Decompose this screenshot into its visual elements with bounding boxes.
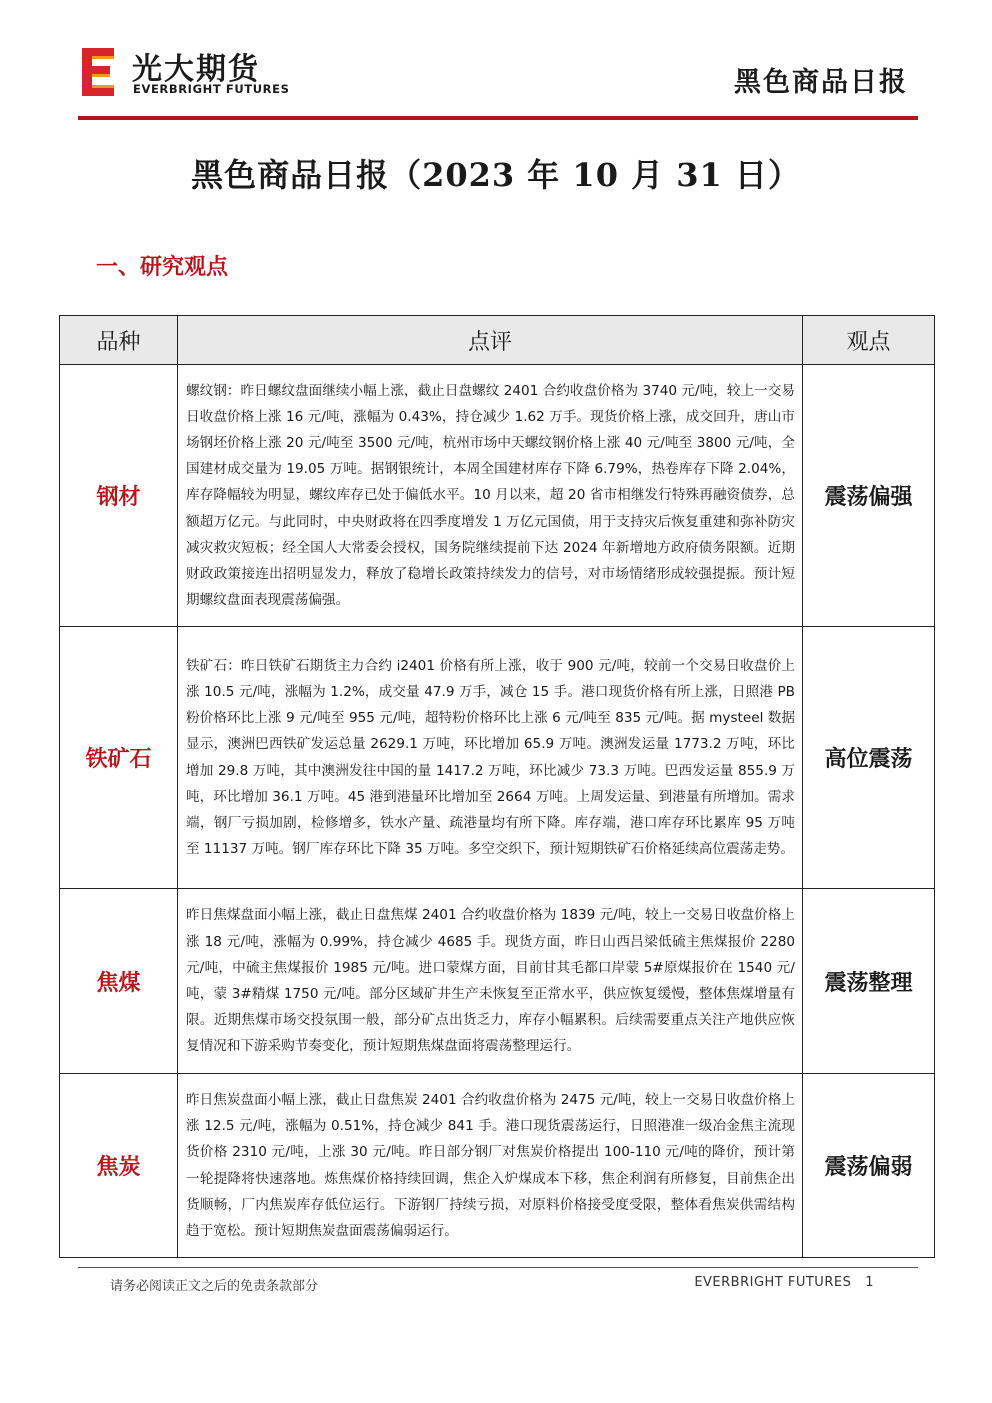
row-comment: 昨日焦炭盘面小幅上涨，截止日盘焦炭 2401 合约收盘价格为 2475 元/吨，较上一交易日收盘价格上涨 12.5 元/吨，涨幅为 0.51%，持仓减少 841 手。港口现货震荡运行，日照港准一级冶金焦主流现货价格 2310 元/吨，上涨 30 元/吨。昨日部分钢厂对焦炭价格提出 100-110 元/吨的降价，预计第一轮提降将快速落地。炼焦煤价格持续回调，焦企入炉煤成本下移，焦企利润有所修复，目前焦企出货顺畅，厂内焦炭库存低位运行。下游钢厂持续亏损，对原料价格接受度受限，整体看焦炭供需结构趋于宽松。预计短期焦炭盘面震荡偏弱运行。: [178, 1074, 803, 1258]
company-name-cn: 光大期货: [132, 52, 260, 87]
disclaimer-note: 请务必阅读正文之后的免责条款部分: [110, 1279, 319, 1294]
row-comment: 螺纹钢：昨日螺纹盘面继续小幅上涨，截止日盘螺纹 2401 合约收盘价格为 3740 元/吨，较上一交易日收盘价格上涨 16 元/吨，涨幅为 0.43%，持仓减少 1.62 万手。现货价格上涨，成交回升，唐山市场钢坯价格上涨 20 元/吨至 3500 元/吨，杭州市场中天螺纹钢价格上涨 40 元/吨至 3800 元/吨，全国建材成交量为 19.05 万吨。据钢银统计，本周全国建材库存下降 6.79%，热卷库存下降 2.04%，库存降幅较为明显，螺纹库存已处于偏低水平。10 月以来，超 20 省市相继发行特殊再融资债券，总额超万亿元。与此同时，中央财政将在四季度增发 1 万亿元国债，用于支持灾后恢复重建和弥补防灾减灾救灾短板；经全国人大常委会授权，国务院继续提前下达 2024 年新增地方政府债务限额。近期财政政策接连出招明显发力，释放了稳增长政策持续发力的信号，对市场情绪形成较强提振。预计短期螺纹盘面表现震荡偏强。: [178, 365, 803, 627]
row-view: 震荡偏强: [803, 365, 935, 627]
company-name-en: EVERBRIGHT FUTURES: [133, 82, 290, 96]
table-header-row: [60, 316, 935, 365]
research-table: [59, 315, 935, 1258]
row-view: 高位震荡: [803, 627, 935, 889]
footer-divider: [78, 1267, 918, 1268]
section-heading: 一、研究观点: [96, 254, 229, 280]
column-header-view: 观点: [803, 316, 935, 365]
header-divider: [78, 116, 918, 120]
row-category: 焦煤: [60, 889, 178, 1074]
report-type-label: 黑色商品日报: [734, 67, 908, 98]
row-comment: 昨日焦煤盘面小幅上涨，截止日盘焦煤 2401 合约收盘价格为 1839 元/吨，较上一交易日收盘价格上涨 18 元/吨，涨幅为 0.99%，持仓减少 4685 手。现货方面，昨日山西吕梁低硫主焦煤报价 2280 元/吨，中硫主焦煤报价 1985 元/吨。进口蒙煤方面，目前甘其毛都口岸蒙 5#原煤报价在 1540 元/吨，蒙 3#精煤 1750 元/吨。部分区域矿井生产未恢复至正常水平，供应恢复缓慢，整体焦煤增量有限。近期焦煤市场交投氛围一般，部分矿点出货乏力，库存小幅累积。后续需要重点关注产地供应恢复情况和下游采购节奏变化，预计短期焦煤盘面将震荡整理运行。: [178, 889, 803, 1074]
table-row: [60, 627, 935, 889]
table-row: [60, 365, 935, 627]
row-category: 钢材: [60, 365, 178, 627]
row-view: 震荡整理: [803, 889, 935, 1074]
row-view: 震荡偏弱: [803, 1074, 935, 1258]
row-category: 铁矿石: [60, 627, 178, 889]
everbright-logo-icon: [78, 44, 118, 100]
page-header: [78, 40, 918, 120]
page-title: 黑色商品日报（2023 年 10 月 31 日）: [191, 156, 801, 194]
column-header-category: 品种: [60, 316, 178, 365]
table-row: [60, 1074, 935, 1258]
row-category: 焦炭: [60, 1074, 178, 1258]
column-header-comment: 点评: [178, 316, 803, 365]
table-row: [60, 889, 935, 1074]
footer-brand-page-number: EVERBRIGHT FUTURES 1: [694, 1275, 874, 1290]
row-comment: 铁矿石：昨日铁矿石期货主力合约 i2401 价格有所上涨，收于 900 元/吨，较前一个交易日收盘价上涨 10.5 元/吨，涨幅为 1.2%，成交量 47.9 万手，减仓 15 手。港口现货价格有所上涨，日照港 PB 粉价格环比上涨 9 元/吨至 955 元/吨，超特粉价格环比上涨 6 元/吨至 835 元/吨。据 mysteel 数据显示，澳洲巴西铁矿发运总量 2629.1 万吨，环比增加 65.9 万吨。澳洲发运量 1773.2 万吨，环比增加 29.8 万吨，其中澳洲发往中国的量 1417.2 万吨，环比减少 73.3 万吨。巴西发运量 855.9 万吨，环比增加 36.1 万吨。45 港到港量环比增加至 2664 万吨。上周发运量、到港量有所增加。需求端，钢厂亏损加剧，检修增多，铁水产量、疏港量均有所下降。库存端，港口库存环比累库 95 万吨至 11137 万吨。钢厂库存环比下降 35 万吨。多空交织下，预计短期铁矿石价格延续高位震荡走势。: [178, 627, 803, 889]
